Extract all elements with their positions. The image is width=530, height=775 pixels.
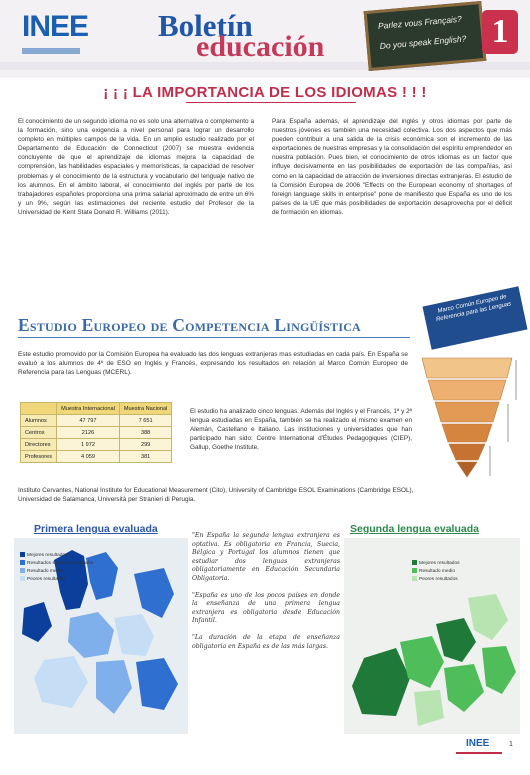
table-cell: Directores	[21, 439, 57, 451]
second-language-map-title: Segunda lengua evaluada	[350, 523, 479, 535]
table-cell: 47 797	[57, 415, 120, 427]
table-cell: 2126	[57, 427, 120, 439]
legend-swatch	[412, 560, 417, 565]
quote-3: "La duración de la etapa de enseñanza obligatoria en España es de las más largas.	[192, 633, 340, 650]
title-boletin: Boletín	[158, 8, 253, 43]
legend-swatch	[20, 576, 25, 581]
legend-item	[20, 552, 93, 560]
table-cell: 299	[119, 439, 172, 451]
page-number: 1	[509, 741, 513, 748]
table-row	[21, 451, 172, 463]
footer-rule	[456, 752, 502, 754]
pyramid-level	[457, 462, 477, 477]
pyramid-level	[442, 424, 492, 442]
section-intro: Este estudio promovido por la Comisión Europea ha evaluado las dos lenguas extranjeras mas estudiadas en cada país. En España se evaluó a los alumnos de 4º de ESO en Inglés y Francés, expresando los resultados en relación al Marco Común Europeo de Referencia para las Lenguas (MCERL).	[18, 351, 408, 377]
first-language-map-title: Primera lengua evaluada	[34, 523, 158, 535]
issue-number-badge: 1	[482, 10, 518, 54]
legend-label: Resultado medio	[419, 569, 455, 574]
table-row	[21, 427, 172, 439]
title-educacion: educación	[196, 30, 325, 63]
main-headline: ¡ ¡ ¡ LA IMPORTANCIA DE LOS IDIOMAS ! ! !	[103, 84, 427, 101]
table-cell: 4 059	[57, 451, 120, 463]
table-header-cell	[21, 403, 57, 415]
first-map-legend	[20, 552, 93, 584]
chalk-line-2: Do you speak English?	[379, 33, 467, 51]
table-row	[21, 415, 172, 427]
table-row	[21, 439, 172, 451]
table-header-cell: Muestra Internacional	[57, 403, 120, 415]
legend-swatch	[20, 560, 25, 565]
legend-item	[20, 560, 93, 568]
quote-2: "España es uno de los pocos países en donde la enseñanza de una primera lengua extranjera es obligatoria desde Educación Infantil.	[192, 591, 340, 625]
section-rule	[18, 337, 410, 338]
inee-logo: INEE	[22, 10, 89, 43]
section-title: Estudio Europeo de Competencia Lingüística	[18, 315, 361, 335]
pyramid-level	[422, 358, 512, 378]
legend-swatch	[20, 568, 25, 573]
table-cell: 381	[119, 451, 172, 463]
chalkboard	[364, 1, 487, 71]
table-header-cell: Muestra Nacional	[119, 403, 172, 415]
second-map-legend	[412, 560, 460, 584]
footer-logo: INEE	[466, 738, 490, 749]
table-cell: Centros	[21, 427, 57, 439]
quote-1: "En España la segunda lengua extranjera es optativa. Es obligatoria en Francia, Suecia, Bélgica y Portugal los alumnos tienen que estudiar dos lenguas extranjeras obligatoriamente en Educación Secundaria Obligatoria.	[192, 532, 340, 582]
table-cell: 7 651	[119, 415, 172, 427]
legend-label: Resultados similares a España	[27, 561, 93, 566]
intro-right-column: Para España además, el aprendizaje del inglés y otros idiomas por parte de nuestros jóvenes es también una necesidad colectiva. Los dos aspectos que más pueden contribuir a una salida de la crisis económica son el incremento de las exportaciones de nuestras empresas y la consolidación del espíritu emprendedor en nuestra población. Pues bien, el conocimiento de otros idiomas es un factor que influye decisivamente en las posibilidades de exportación de las compañías, así como en la capacidad de atracción de inversiones directas extranjeras. El estudio de la Comisión Europea de 2006 "Effects on the European economy of shortages of foreign language skills in enterprise" pone de manifiesto que España es uno de los países de la UE que más posibilidades de exportación desaprovecha por el déficit de formación en idiomas.	[272, 118, 512, 216]
table-cell: 1 972	[57, 439, 120, 451]
legend-label: Mejores resultados	[27, 553, 68, 558]
legend-item	[20, 568, 93, 576]
legend-swatch	[412, 568, 417, 573]
chalk-line-1: Parlez vous Français?	[377, 13, 463, 32]
table-cell: 388	[119, 427, 172, 439]
legend-label: Peores resultados	[27, 577, 66, 582]
legend-item	[20, 576, 93, 584]
legend-label: Resultado medio	[27, 569, 63, 574]
intro-left-column: El conocimiento de un segundo idioma no es solo una alternativa o complemento a la formación, sino una exigencia a nivel personal para lograr un desarrollo completo en múltiples campos de la vida. En un amplio estudio realizado por el Departamento de Educación de Connecticut (2007) se muestra evidencia concluyente de que el aprendizaje de idiomas mejora la capacidad de comprensión, las habilidades espaciales y memorísticas, la capacidad de resolver problemas y el conocimiento de la estructura y vocabulario del lenguaje nativo de los alumnos. En el ámbito laboral, el conocimiento del inglés por parte de los trabajadores españoles proporciona una prima salarial aproximado de entre un 6% y un 9%, según las estimaciones del reciente estudio del Profesor de la Universidad de Kent State Donald R. Williams (2011).	[18, 118, 254, 216]
logo-underline	[22, 48, 80, 54]
table-cell: Profesores	[21, 451, 57, 463]
pyramid-level	[428, 380, 506, 400]
legend-swatch	[20, 552, 25, 557]
pyramid-caption: Marco Común Europeo de Referencia para las Lenguas	[422, 286, 527, 349]
pyramid-level	[449, 444, 485, 460]
legend-label: Peores resultados	[419, 577, 458, 582]
pyramid-level	[435, 402, 499, 422]
legend-swatch	[412, 576, 417, 581]
legend-label: Mejores resultados	[419, 561, 460, 566]
sample-table	[20, 402, 172, 463]
table-cell: Alumnos	[21, 415, 57, 427]
legend-item	[412, 568, 460, 576]
headline-rule	[186, 102, 356, 103]
legend-item	[412, 560, 460, 568]
mcerl-pyramid-illustration	[420, 330, 530, 480]
header	[0, 0, 530, 78]
institutions-text: Instituto Cervantes, National Institute for Educational Measurement (Cito), University of Cambridge ESOL Examinations (Cambridge ESOL), Universidad de Salamanca, Università per Stranieri di Perugia.	[18, 487, 414, 504]
study-text: El estudio ha analizado cinco lenguas. Además del Inglés y el Francés, 1ª y 2ª lengua estudiadas en España, también se ha realizado el mismo examen en Alemán, Castellano e Italiano. Las instituciones y universidades que han participado han sido: Centre International d'Études Pedagogiques (CIEP), Gallup, Goethe Institute,	[190, 408, 412, 452]
quotes-block	[192, 532, 340, 659]
legend-item	[412, 576, 460, 584]
table-header-row	[21, 403, 172, 415]
